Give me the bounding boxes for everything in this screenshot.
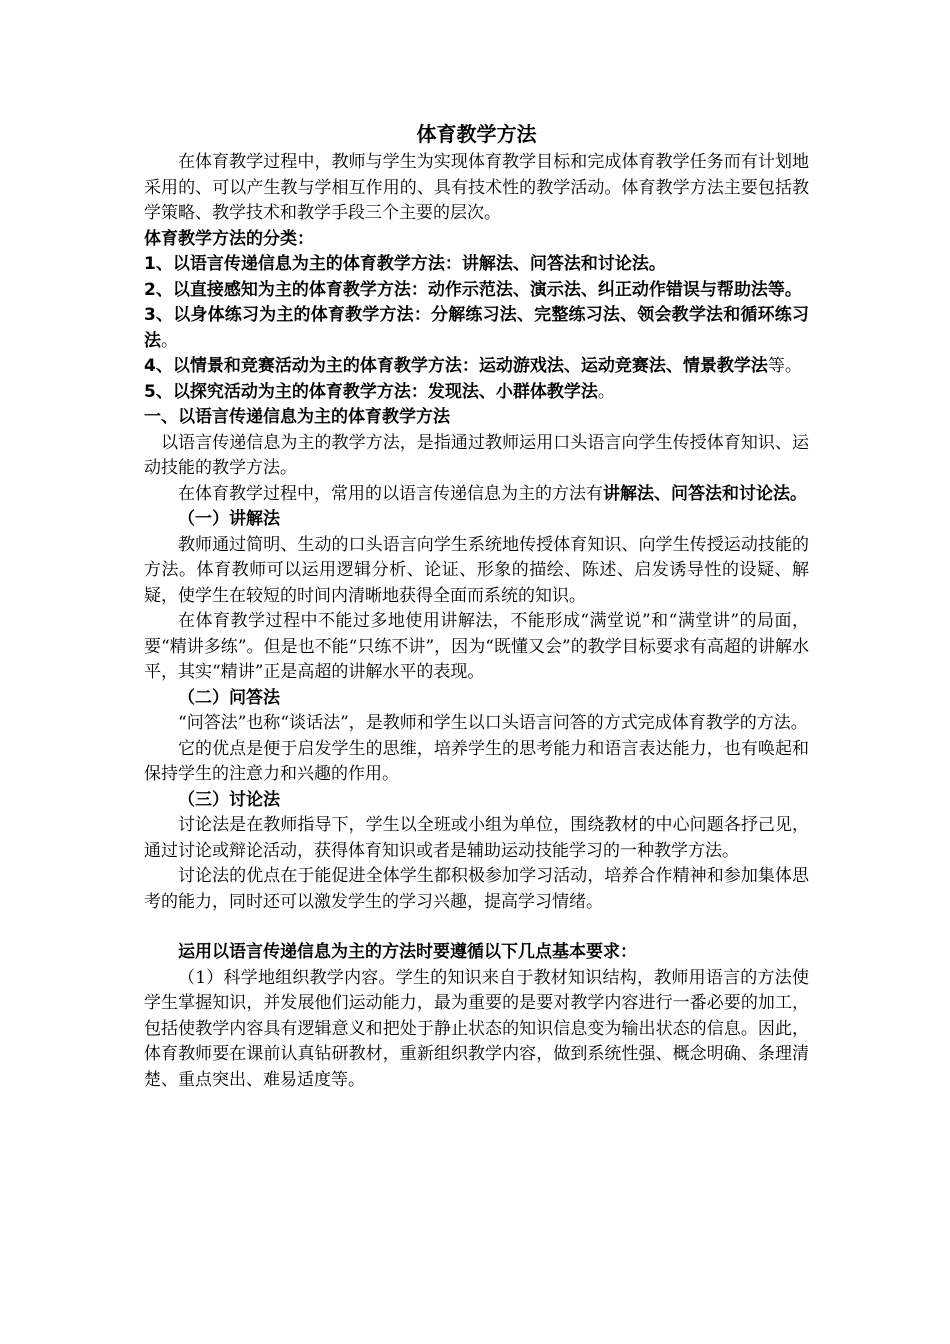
requirements-heading: 运用以语言传递信息为主的方法时要遵循以下几点基本要求： (178, 942, 637, 962)
method-heading-discussion: （三）讨论法 (178, 789, 280, 810)
method-paragraph: 教师通过简明、生动的口头语言向学生系统地传授体育知识、向学生传授运动技能的方法。体育教师可以运用逻辑分析、论证、形象的描绘、陈述、启发诱导性的设疑、解疑，使学生在较短的时间内清晰地获得全面而系统的知识。 (144, 534, 809, 606)
method-paragraph: 在体育教学过程中不能过多地使用讲解法，不能形成“满堂说”和“满堂讲”的局面，要“精讲多练”。但是也不能“只练不讲”，因为“既懂又会”的教学目标要求有高超的讲解水平，其实“精讲”正是高超的讲解水平的表现。 (144, 611, 809, 682)
category-item: 1、以语言传递信息为主的体育教学方法：讲解法、问答法和讨论法。 (144, 254, 666, 274)
category-item: 5、以探究活动为主的体育教学方法：发现法、小群体教学法。 (144, 381, 615, 402)
blank-line (144, 915, 809, 940)
category-item: 2、以直接感知为主的体育教学方法：动作示范法、演示法、纠正动作错误与帮助法等。 (144, 279, 802, 300)
section-common-methods: 在体育教学过程中，常用的以语言传递信息为主的方法有讲解法、问答法和讨论法。 (178, 483, 807, 504)
category-item: 4、以情景和竞赛活动为主的体育教学方法：运动游戏法、运动竞赛法、情景教学法等。 (144, 356, 802, 376)
document-page (144, 120, 809, 1093)
requirements-paragraph: （1）科学地组织教学内容。学生的知识来自于教材知识结构，教师用语言的方法使学生掌握知识，并发展他们运动能力，最为重要的是要对教学内容进行一番必要的加工，包括使教学内容具有逻辑意义和把处于静止状态的知识信息变为输出状态的信息。因此，体育教师要在课前认真钻研教材，重新组织教学内容，做到系统性强、概念明确、条理清楚、重点突出、难易适度等。 (144, 967, 809, 1090)
method-paragraph: 它的优点是便于启发学生的思维，培养学生的思考能力和语言表达能力，也有唤起和保持学生的注意力和兴趣的作用。 (144, 738, 809, 784)
method-paragraph: 讨论法的优点在于能促进全体学生都积极参加学习活动，培养合作精神和参加集体思考的能力，同时还可以激发学生的学习兴趣，提高学习情绪。 (144, 866, 809, 912)
document-title: 体育教学方法 (416, 122, 537, 146)
category-item: 3、以身体练习为主的体育教学方法：分解练习法、完整练习法、领会教学法和循环练习法。 (144, 305, 809, 351)
intro-paragraph: 在体育教学过程中，教师与学生为实现体育教学目标和完成体育教学任务而有计划地采用的、可以产生教与学相互作用的、具有技术性的教学活动。体育教学方法主要包括教学策略、教学技术和教学手段三个主要的层次。 (144, 152, 809, 223)
section-definition: 以语言传递信息为主的教学方法，是指通过教师运用口头语言向学生传授体育知识、运动技能的教学方法。 (144, 432, 809, 478)
classification-heading: 体育教学方法的分类： (144, 228, 314, 249)
method-paragraph: 讨论法是在教师指导下，学生以全班或小组为单位，围绕教材的中心问题各抒己见，通过讨论或辩论活动，获得体育知识或者是辅助运动技能学习的一种教学方法。 (144, 815, 809, 861)
method-heading-lecture: （一）讲解法 (178, 509, 280, 529)
method-heading-qa: （二）问答法 (178, 687, 280, 708)
section-heading: 一、以语言传递信息为主的体育教学方法 (144, 407, 450, 427)
method-paragraph: “问答法”也称“谈话法”，是教师和学生以口头语言问答的方式完成体育教学的方法。 (178, 713, 808, 733)
